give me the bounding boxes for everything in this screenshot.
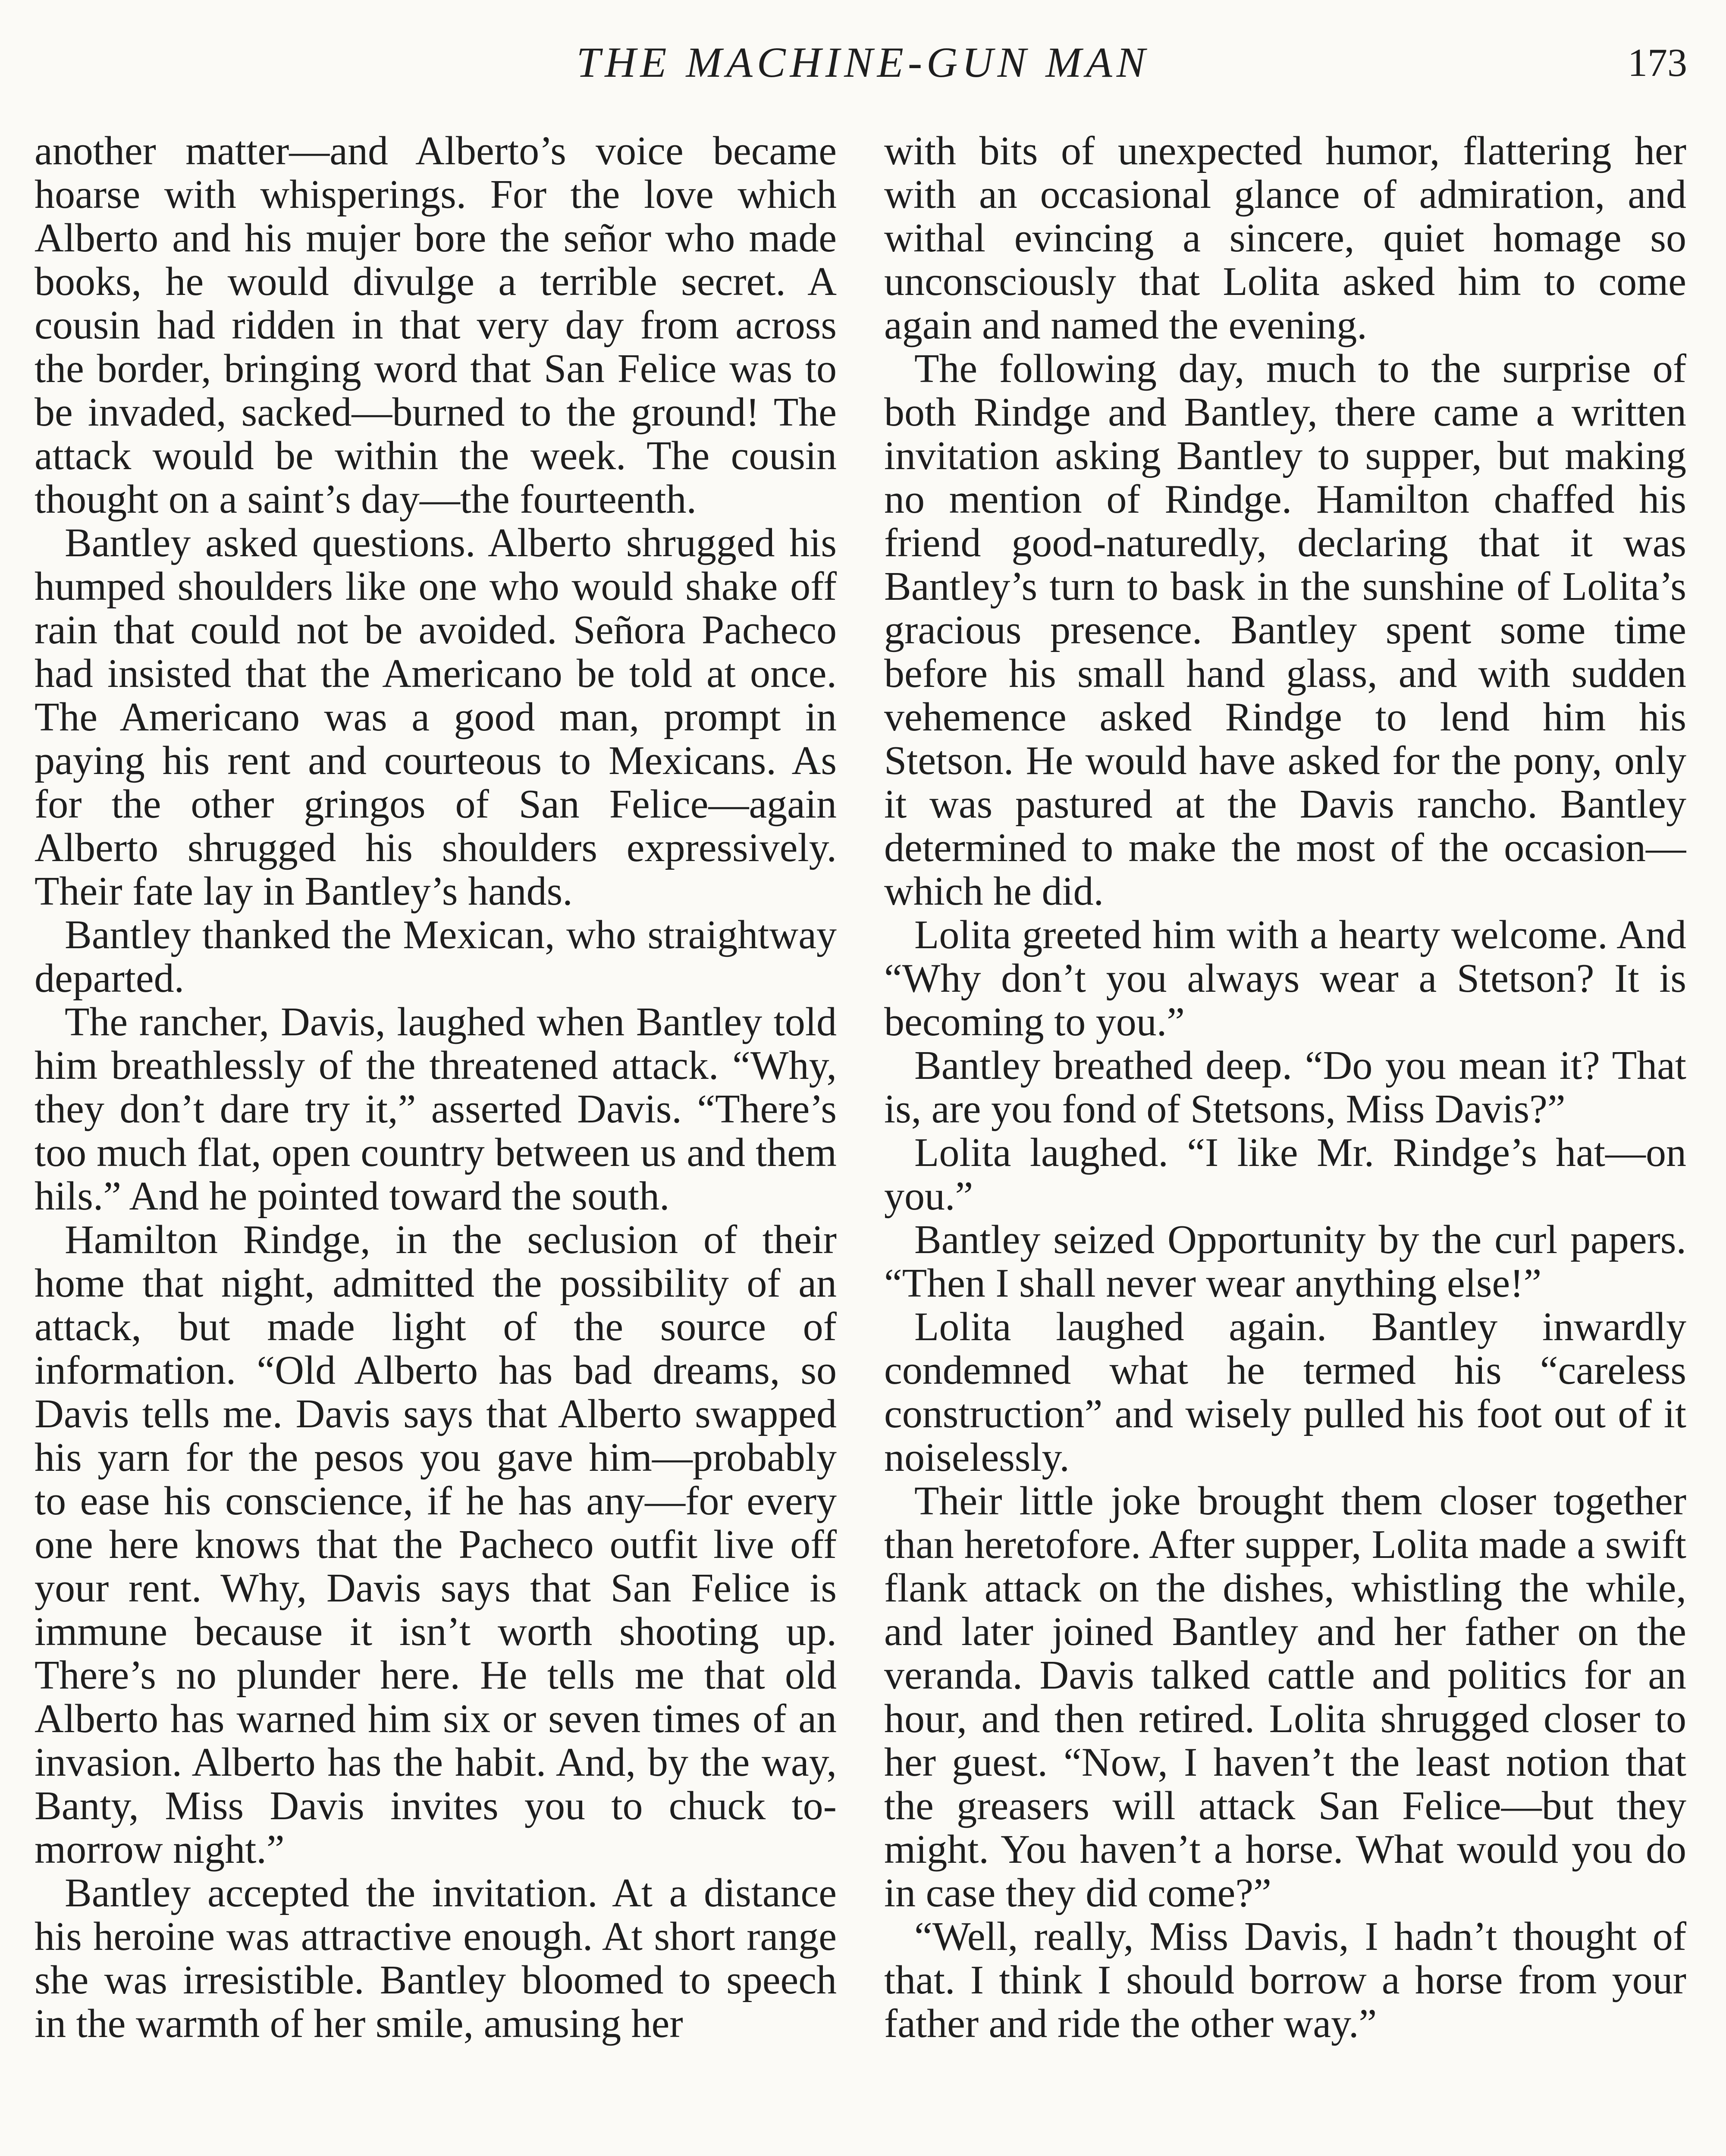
right-column (884, 129, 1686, 2156)
paragraph: Bantley asked questions. Alberto shrugged his humped shoulders like one who would shake off rain that could not be avoided. Señora Pacheco had insisted that the Americano be told at once. The Americano was a good man, prompt in paying his rent and courteous to Mexicans. As for the other gringos of San Felice—again Alberto shrugged his shoulders expressively. Their fate lay in Bantley’s hands. (35, 520, 837, 914)
paragraph: Bantley accepted the invitation. At a distance his heroine was attractive enough. At short range she was irresistible. Bantley bloomed to speech in the warmth of her smile, amusing her (35, 1871, 837, 2046)
paragraph: “Well, really, Miss Davis, I hadn’t thought of that. I think I should borrow a horse from your father and ride the other way.” (884, 1914, 1686, 2046)
running-title: THE MACHINE-GUN MAN (576, 38, 1150, 86)
left-column (35, 129, 837, 2156)
page-number: 173 (1628, 41, 1687, 85)
paragraph: with bits of unexpected humor, flattering her with an occasional glance of admiration, and withal evincing a sincere, quiet homage so unconsciously that Lolita asked him to come again and named the evening. (884, 129, 1686, 348)
paragraph: Bantley breathed deep. “Do you mean it? That is, are you fond of Stetsons, Miss Davis?” (884, 1043, 1686, 1131)
paragraph: another matter—and Alberto’s voice became hoarse with whisperings. For the love which Alberto and his mujer bore the señor who made books, he would divulge a terrible secret. A cousin had ridden in that very day from across the border, bringing word that San Felice was to be invaded, sacked—burned to the ground! The attack would be within the week. The cousin thought on a saint’s day—the fourteenth. (35, 129, 837, 522)
paragraph: Lolita greeted him with a hearty welcome. And “Why don’t you always wear a Stetson? It is becoming to you.” (884, 912, 1686, 1044)
paragraph: Lolita laughed. “I like Mr. Rindge’s hat—on you.” (884, 1130, 1686, 1219)
paragraph: Bantley seized Opportunity by the curl papers. “Then I shall never wear anything else!” (884, 1217, 1686, 1306)
paragraph: Lolita laughed again. Bantley inwardly condemned what he termed his “careless construction” and wisely pulled his foot out of it noiselessly. (884, 1304, 1686, 1480)
page-header (0, 30, 1726, 95)
paragraph: The following day, much to the surprise of both Rindge and Bantley, there came a written invitation asking Bantley to supper, but making no mention of Rindge. Hamilton chaffed his friend good-naturedly, declaring that it was Bantley’s turn to bask in the sunshine of Lolita’s gracious presence. Bantley spent some time before his small hand glass, and with sudden vehemence asked Rindge to lend him his Stetson. He would have asked for the pony, only it was pastured at the Davis rancho. Bantley determined to make the most of the occasion—which he did. (884, 346, 1686, 914)
paragraph: The rancher, Davis, laughed when Bantley told him breathlessly of the threatened attack. “Why, they don’t dare try it,” asserted Davis. “There’s too much flat, open country between us and them hils.” And he pointed toward the south. (35, 1000, 837, 1219)
paragraph: Their little joke brought them closer together than heretofore. After supper, Lolita made a swift flank attack on the dishes, whistling the while, and later joined Bantley and her father on the veranda. Davis talked cattle and politics for an hour, and then retired. Lolita shrugged closer to her guest. “Now, I haven’t the least notion that the greasers will attack San Felice—but they might. You haven’t a horse. What would you do in case they did come?” (884, 1479, 1686, 1915)
paragraph: Hamilton Rindge, in the seclusion of their home that night, admitted the possibility of an attack, but made light of the source of information. “Old Alberto has bad dreams, so Davis tells me. Davis says that Alberto swapped his yarn for the pesos you gave him—probably to ease his conscience, if he has any—for every one here knows that the Pacheco outfit live off your rent. Why, Davis says that San Felice is immune because it isn’t worth shooting up. There’s no plunder here. He tells me that old Alberto has warned him six or seven times of an invasion. Alberto has the habit. And, by the way, Banty, Miss Davis invites you to chuck to-morrow night.” (35, 1217, 837, 1872)
paragraph: Bantley thanked the Mexican, who straightway departed. (35, 912, 837, 1001)
